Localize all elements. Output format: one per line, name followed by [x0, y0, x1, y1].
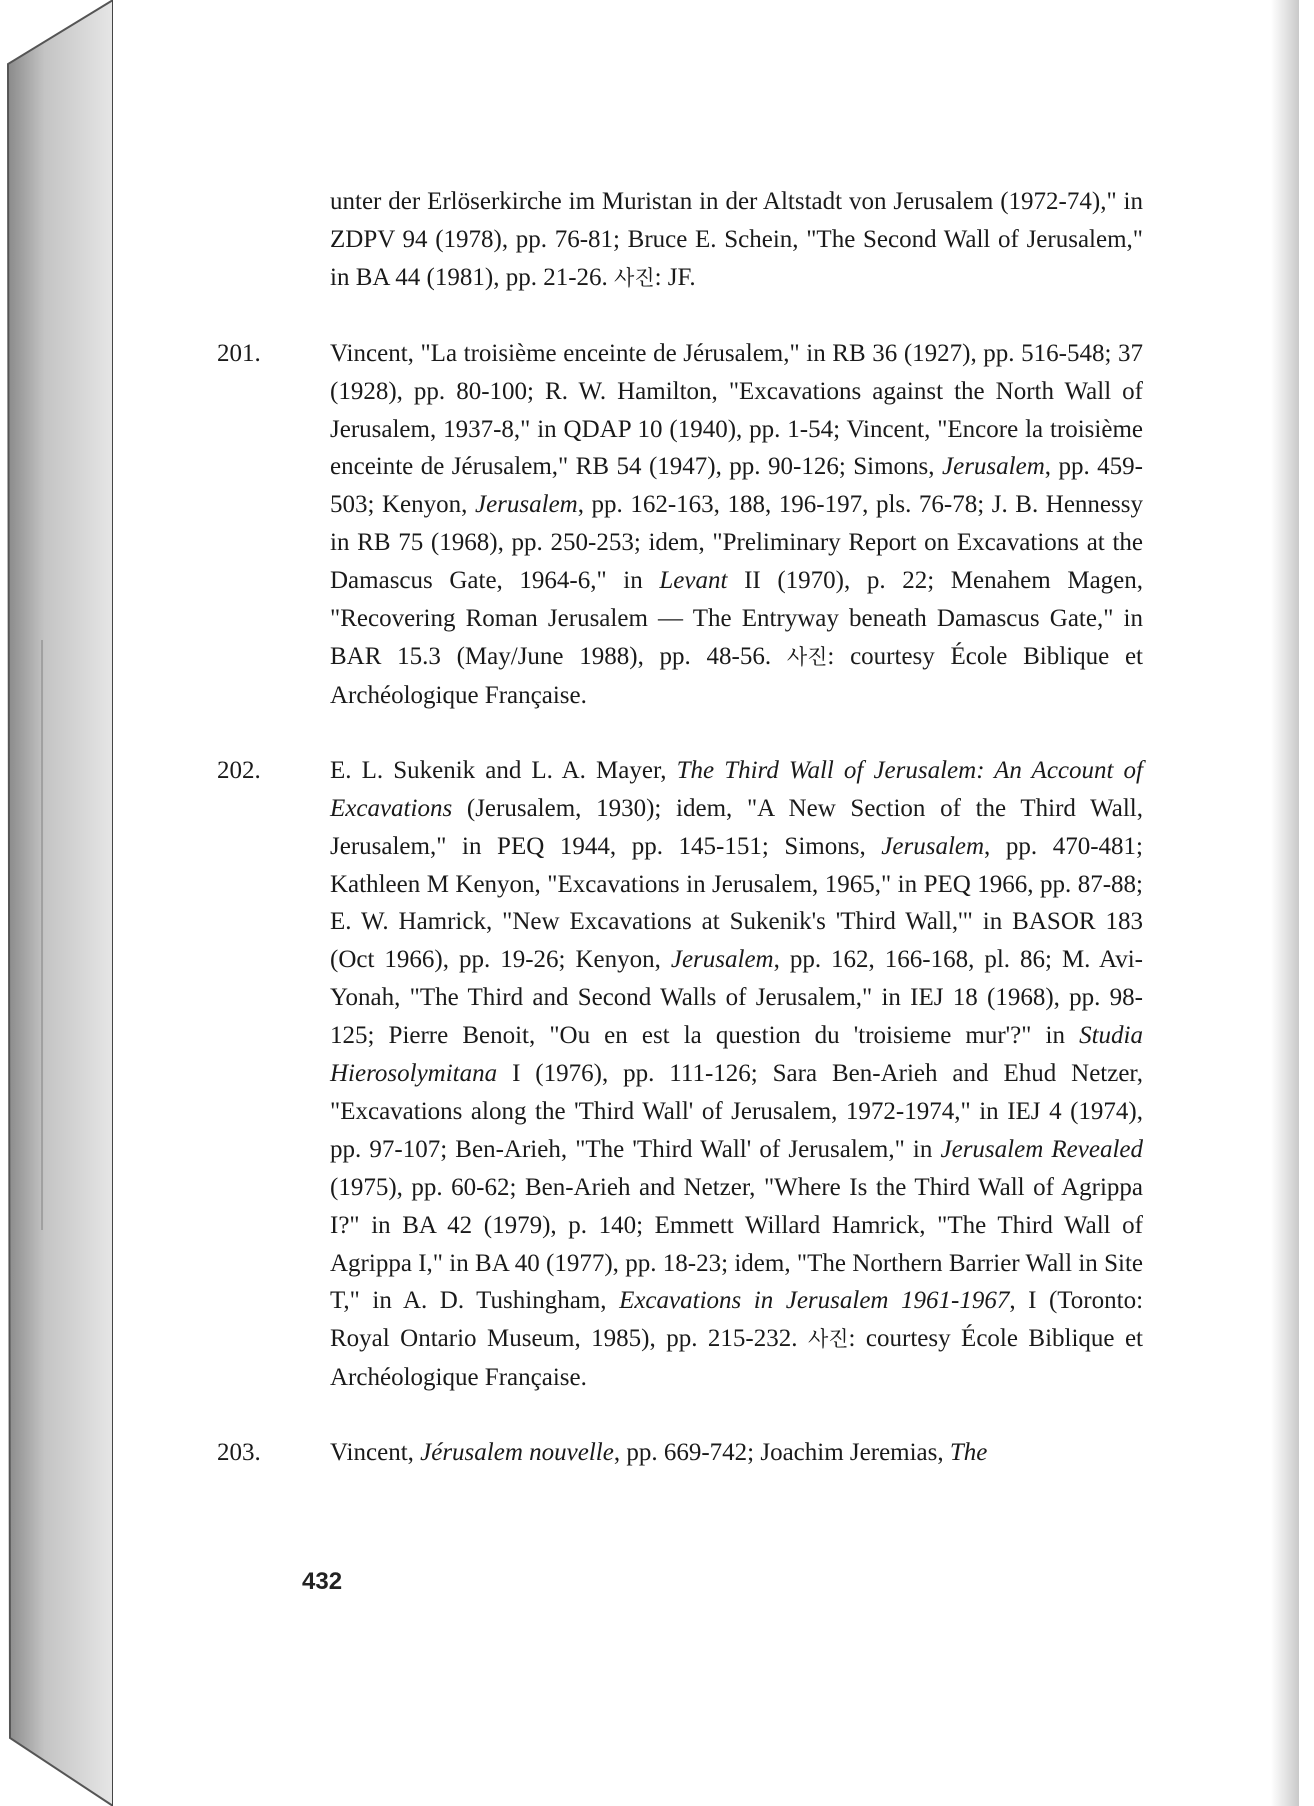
photo-label: 사진 — [807, 1327, 849, 1352]
note-201: 201. Vincent, "La troisième enceinte de Jérusalem," in RB 36 (1927), pp. 516-548; 37 (1928), pp. 80-100; R. W. Hamilton, "Excavations against the North Wall of Jerusalem, 1937-8," in QDAP 10 (1940), pp. 1-54; Vincent, "Encore la troisième enceinte de Jérusalem," RB 54 (1947), pp. 90-126; Simons, Jerusalem, pp. 459-503; Kenyon, Jerusalem, pp. 162-163, 188, 196-197, pls. 76-78; J. B. Hennessy in RB 75 (1968), pp. 250-253; idem, "Preliminary Report on Excavations at the Damascus Gate, 1964-6," in Levant II (1970), p. 22; Menahem Magen, "Recovering Roman Jerusalem — The Entryway beneath Damascus Gate," in BAR 15.3 (May/June 1988), pp. 48-56. 사진: courtesy École Biblique et Archéologique Française. — [265, 335, 1143, 715]
note-202: 202. E. L. Sukenik and L. A. Mayer, The Third Wall of Jerusalem: An Account of Excavations (Jerusalem, 1930); idem, "A New Section of the Third Wall, Jerusalem," in PEQ 1944, pp. 145-151; Simons, Jerusalem, pp. 470-481; Kathleen M Kenyon, "Excavations in Jerusalem, 1965," in PEQ 1966, pp. 87-88; E. W. Hamrick, "New Excavations at Sukenik's 'Third Wall,'" in BASOR 183 (Oct 1966), pp. 19-26; Kenyon, Jerusalem, pp. 162, 166-168, pl. 86; M. Avi-Yonah, "The Third and Second Walls of Jerusalem," in IEJ 18 (1968), pp. 98-125; Pierre Benoit, "Ou en est la question du 'troisieme mur'?" in Studia Hierosolymitana I (1976), pp. 111-126; Sara Ben-Arieh and Ehud Netzer, "Excavations along the 'Third Wall' of Jerusalem, 1972-1974," in IEJ 4 (1974), pp. 97-107; Ben-Arieh, "The 'Third Wall' of Jerusalem," in Jerusalem Revealed (1975), pp. 60-62; Ben-Arieh and Netzer, "Where Is the Third Wall of Agrippa I?" in BA 42 (1979), p. 140; Emmett Willard Hamrick, "The Third Wall of Agrippa I," in BA 40 (1977), pp. 18-23; idem, "The Northern Barrier Wall in Site T," in A. D. Tushingham, Excavations in Jerusalem 1961-1967, I (Toronto: Royal Ontario Museum, 1985), pp. 215-232. 사진: courtesy École Biblique et Archéologique Française. — [265, 752, 1143, 1397]
note-number: 202. — [217, 756, 261, 784]
photo-label: 사진 — [786, 644, 828, 669]
page-edge-shadow — [1271, 0, 1299, 1806]
photo-label: 사진 — [614, 265, 655, 290]
page-number: 432 — [302, 1568, 343, 1595]
note-203: 203. Vincent, Jérusalem nouvelle, pp. 669-742; Joachim Jeremias, The — [265, 1434, 1143, 1472]
note-number: 201. — [217, 339, 261, 367]
note-number: 203. — [217, 1439, 261, 1467]
footnotes-block — [217, 183, 1144, 1472]
note-continuation: unter der Erlöserkirche im Muristan in der Altstadt von Jerusalem (1972-74)," in ZDPV 94 (1978), pp. 76-81; Bruce E. Schein, "The Second Wall of Jerusalem," in BA 44 (1981), pp. 21-26. 사진: JF. — [330, 188, 1143, 291]
